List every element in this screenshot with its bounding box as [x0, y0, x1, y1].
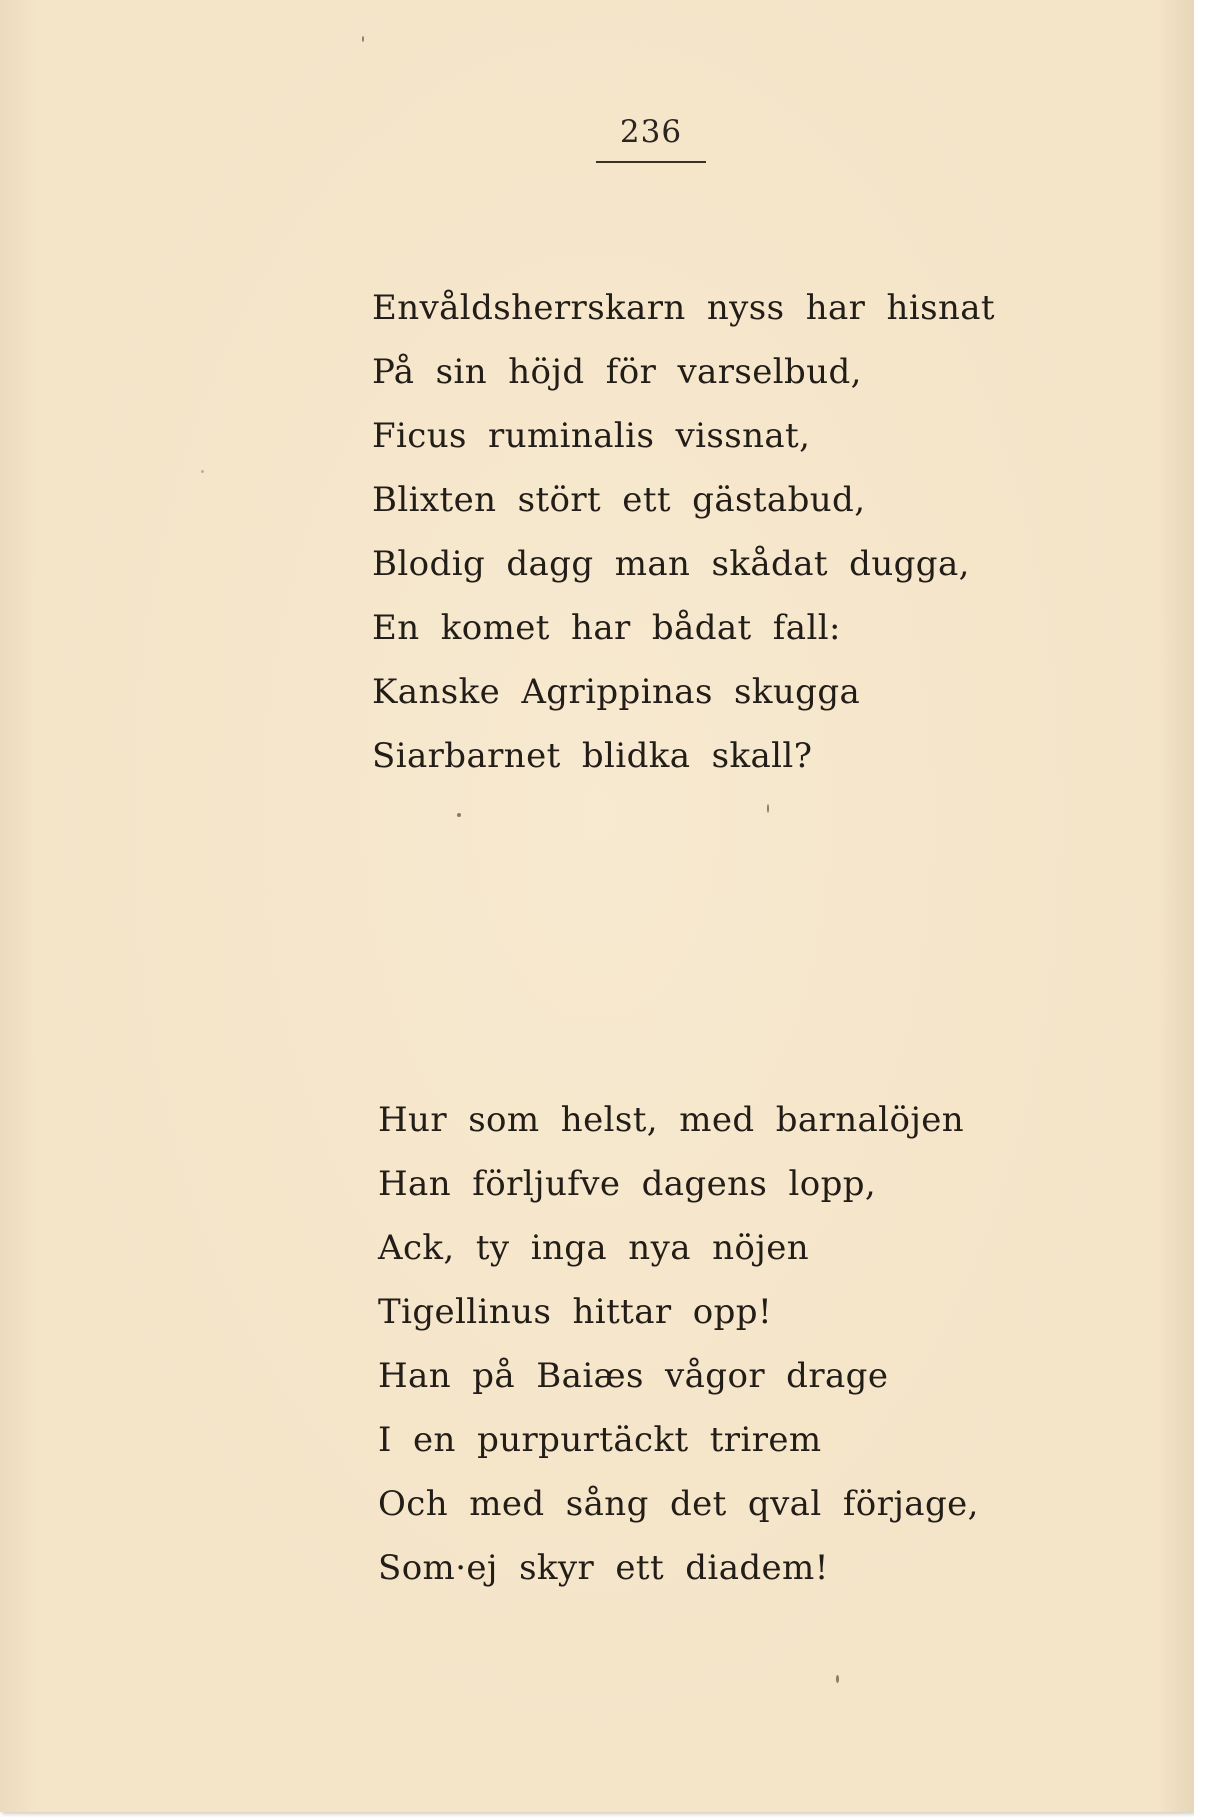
verse-line: Och med sång det qval förjage,	[378, 1484, 979, 1524]
verse-line: Envåldsherrskarn nyss har hisnat	[372, 288, 995, 328]
verse-line: Ack, ty inga nya nöjen	[378, 1228, 810, 1268]
page-margin	[1194, 0, 1214, 1817]
verse-line: Tigellinus hittar opp!	[378, 1292, 773, 1332]
verse-line: På sin höjd för varselbud,	[372, 352, 862, 392]
verse-line: Siarbarnet blidka skall?	[372, 736, 813, 776]
verse-line: I en purpurtäckt trirem	[378, 1420, 822, 1460]
paper-speck	[457, 813, 461, 817]
verse-line: Kanske Agrippinas skugga	[372, 672, 861, 712]
paper-speck	[201, 470, 204, 473]
paper-speck	[836, 1675, 839, 1683]
page-number-rule	[596, 161, 706, 163]
verse-line: En komet har bådat fall:	[372, 608, 841, 648]
verse-line: Som·ej skyr ett diadem!	[378, 1548, 829, 1588]
verse-line: Ficus ruminalis vissnat,	[372, 416, 811, 456]
paper-speck	[767, 804, 769, 813]
paper-speck	[362, 36, 364, 42]
verse-line: Han på Baiæs vågor drage	[378, 1356, 889, 1396]
page-number: 236	[619, 114, 683, 150]
stanza-2	[378, 1088, 979, 1600]
verse-line: Hur som helst, med barnalöjen	[378, 1100, 965, 1140]
verse-line: Blixten stört ett gästabud,	[372, 480, 866, 520]
verse-line: Han förljufve dagens lopp,	[378, 1164, 877, 1204]
stanza-1	[372, 276, 995, 788]
verse-line: Blodig dagg man skådat dugga,	[372, 544, 970, 584]
